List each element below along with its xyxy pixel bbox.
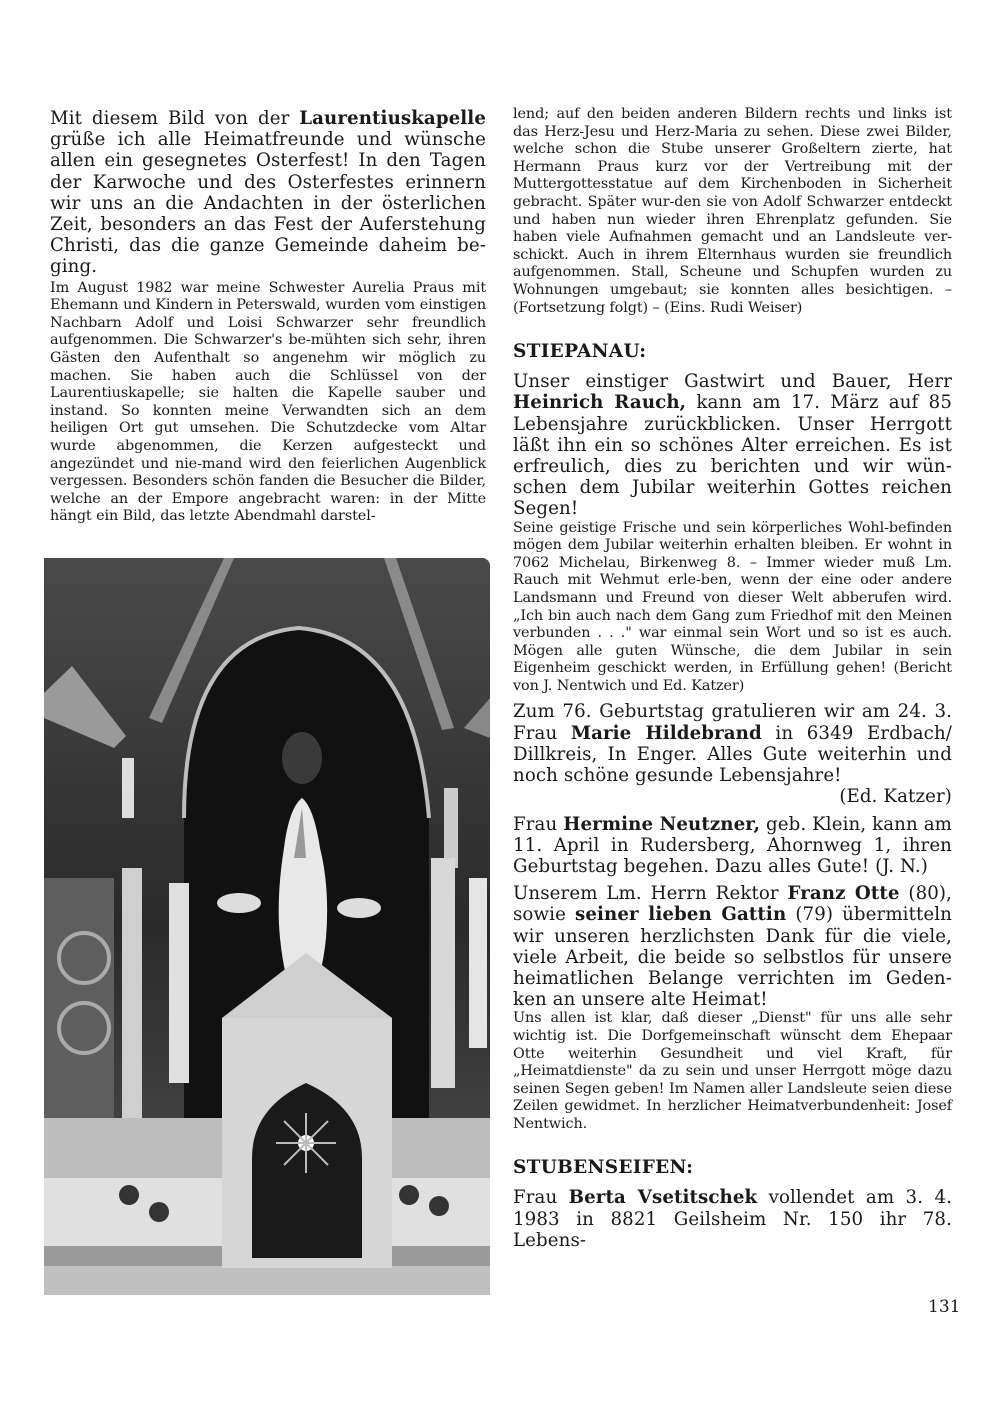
person-name: seiner lieben Gattin <box>575 904 787 926</box>
text: vollendet am 3. 4. 1983 in 8821 Geilsheim Nr. 150 ihr 78. Lebens- <box>513 1187 953 1251</box>
person-name: Marie Hildebrand <box>570 722 762 744</box>
section-heading-stiepanau: STIEPANAU: <box>513 341 647 363</box>
birthday-vsetitschek-paragraph <box>513 1187 952 1251</box>
thanks-otte-paragraph <box>513 883 952 1010</box>
visit-report-paragraph: Im August 1982 war meine Schwester Aurelia Praus mit Ehemann und Kindern in Peterswald, wurden vom einstigen Nachbarn Adolf und Loisi Schwarzer sehr freundlich aufgenommen. Die Schwarzer's be-mühten sich sehr, ihren Gästen den Aufenthalt so angenehm wir möglich zu machen. Sie haben auch die Schlüssel von der Laurentiuskapelle; sie halten die Kapelle sauber und instand. So konnten meine Verwandten sich an dem heiligen Ort gut umsehen. Die Schutzdecke vom Altar wurde abgenommen, die Kerzen aufgesteckt und angezündet und nie-mand wird den feierlichen Augenblick vergessen. Besonders schön fanden die Besucher die Bilder, welche an der Empore angebracht waren: in der Mitte hängt ein Bild, das letzte Abendmahl darstel- <box>50 279 486 525</box>
text: Frau <box>513 1187 569 1209</box>
person-name: Hermine Neutzner, <box>563 813 761 835</box>
text: (80), sowie <box>513 883 952 926</box>
section-heading-stubenseifen: STUBENSEIFEN: <box>513 1157 694 1179</box>
page-number: 131 <box>928 1297 961 1317</box>
text: Unserem Lm. Herrn Rektor <box>513 883 788 905</box>
otte-detail-paragraph: Uns allen ist klar, daß dieser „Dienst" für uns alle sehr wichtig ist. Die Dorfgemeinschaft wünscht dem Ehepaar Otte weiterhin Gesundheit und viel Kraft, für „Heimatdienste" da zu sein und unser Herrgott möge dazu seinen Segen geben! Im Namen aller Landsleute seien diese Zeilen gewidmet. In herzlicher Heimatverbundenheit: Josef Nentwich. <box>513 1010 952 1132</box>
signature: (Ed. Katzer) <box>839 786 952 808</box>
person-name: Heinrich Rauch, <box>513 392 687 414</box>
continuation-paragraph: lend; auf den beiden anderen Bildern rechts und links ist das Herz-Jesu und Herz-Maria zu sehen. Diese zwei Bilder, welche schon die Stube unserer Großeltern zierte, hat Hermann Praus kurz vor der Vertreibung mit der Muttergottesstatue auf dem Kirchenboden in Sicherheit gebracht. Später wur-den sie von Adolf Schwarzer entdeckt und haben nun wieder ihren Ehrenplatz gefunden. Sie haben viele Aufnahmen gemacht und an Landsleute ver-schickt. Auch in ihrem Elternhaus wurden sie freundlich aufgenommen. Stall, Scheune und Schupfen wurden zu Wohnungen umgebaut; sie konnten alles besichtigen. – (Fortsetzung folgt) – (Eins. Rudi Weiser) <box>513 106 952 316</box>
left-column <box>50 108 486 526</box>
text: in 6349 Erdbach/ Dillkreis, In Enger. Alles Gute weiterhin und noch schöne gesunde Lebensjahre! <box>513 722 952 787</box>
text: Unser einstiger Gastwirt und Bauer, Herr <box>513 371 952 393</box>
intro-paragraph <box>50 108 486 278</box>
text: kann am 17. März auf 85 Lebensjahre zurückblicken. Unser Herrgott läßt ihn ein so schönes Alter erreichen. Es ist erfreulich, dies zu berichten und wir wün-schen dem Jubilar weiterhin Gottes reichen Segen! <box>513 392 952 520</box>
birthday-rauch-paragraph <box>513 371 952 519</box>
right-column <box>513 106 952 1251</box>
birthday-hildebrand-paragraph <box>513 701 952 786</box>
altar-photo-image <box>44 558 490 1295</box>
text: Zum 76. Geburtstag gratulieren wir am 24. 3. Frau <box>513 701 952 744</box>
birthday-neutzner-paragraph <box>513 814 952 878</box>
person-name: Berta Vsetitschek <box>568 1187 758 1209</box>
chapel-name: Laurentiuskapelle <box>299 108 486 129</box>
intro-text: Mit diesem Bild von der <box>50 108 300 129</box>
text: Frau <box>513 813 564 835</box>
text: geb. Klein, kann am 11. April in Rudersberg, Ahornweg 1, ihren Geburtstag begehen. Dazu alles Gute! (J. N.) <box>513 813 952 877</box>
rauch-detail-paragraph: Seine geistige Frische und sein körperliches Wohl-befinden mögen dem Jubilar weiterhin erhalten bleiben. Er wohnt in 7062 Michelau, Birkenweg 8. – Immer wieder muß Lm. Rauch mit Wehmut erle-ben, wenn der eine oder andere Landsmann und Freund von dieser Welt abberufen wird. „Ich bin auch nach dem Gang zum Friedhof mit den Meinen verbunden . . ." war einmal sein Wort und so ist es auch. Mögen alle guten Wünsche, die dem Jubilar in sein Eigenheim geschickt werden, in Erfüllung gehen! (Bericht von J. Nentwich und Ed. Katzer) <box>513 519 952 694</box>
intro-text-rest: grüße ich alle Heimatfreunde und wünsche allen ein gesegnetes Osterfest! In den Tagen der Karwoche und des Osterfestes erinnern wir uns an die Andachten in der österlichen Zeit, besonders an das Fest der Auferstehung Christi, das die ganze Gemeinde daheim be-ging. <box>50 129 486 278</box>
person-name: Franz Otte <box>787 883 900 905</box>
text: (79) übermitteln wir unseren herzlichsten Dank für die viele, viele Arbeit, die beide so selbstlos für unsere heimatlichen Belange verrichten im Geden-ken an unsere alte Heimat! <box>513 904 952 1011</box>
altar-photo <box>44 558 490 1295</box>
